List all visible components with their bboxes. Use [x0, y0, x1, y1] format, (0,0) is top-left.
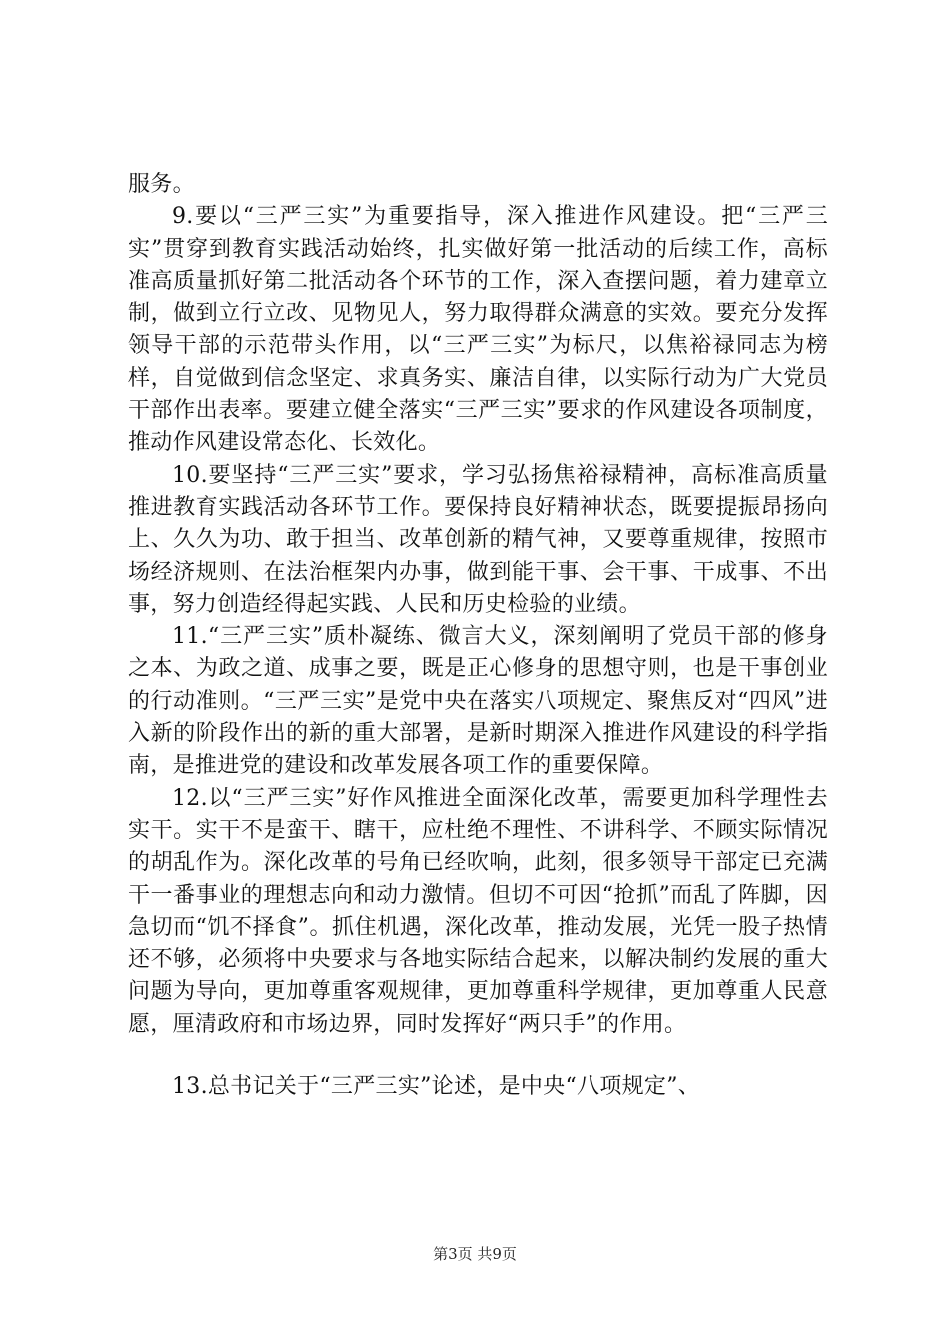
paragraph-item-13: 13.总书记关于“三严三实”论述，是中央“八项规定”、 — [172, 1074, 701, 1100]
page-number-footer: 第3页 共9页 — [433, 1245, 517, 1263]
paragraph-item-12: 12.以“三严三实”好作风推进全面深化改革，需要更加科学理性去实干。实干不是蛮干、瞎干，应杜绝不理性、不讲科学、不顾实际情况的胡乱作为。深化改革的号角已经吹响，此刻，很多领导干部定已充满干一番事业的理想志向和动力激情。但切不可因“抢抓”而乱了阵脚，因急切而“饥不择食”。抓住机遇，深化改革，推动发展，光凭一股子热情还不够，必须将中央要求与各地实际结合起来，以解决制约发展的重大问题为导向，更加尊重客观规律，更加尊重科学规律，更加尊重人民意愿，厘清政府和市场边界，同时发挥好“两只手”的作用。 — [128, 785, 828, 1037]
paragraph-item-11: 11.“三严三实”质朴凝练、微言大义，深刻阐明了党员干部的修身之本、为政之道、成事之要，既是正心修身的思想守则，也是干事创业的行动准则。“三严三实”是党中央在落实八项规定、聚焦反对“四风”进入新的阶段作出的新的重大部署，是新时期深入推进作风建设的科学指南，是推进党的建设和改革发展各项工作的重要保障。 — [128, 624, 828, 779]
paragraph-item-9: 9.要以“三严三实”为重要指导，深入推进作风建设。把“三严三实”贯穿到教育实践活动始终，扎实做好第一批活动的后续工作，高标准高质量抓好第二批活动各个环节的工作，深入查摆问题，着力建章立制，做到立行立改、见物见人，努力取得群众满意的实效。要充分发挥领导干部的示范带头作用，以“三严三实”为标尺，以焦裕禄同志为榜样，自觉做到信念坚定、求真务实、廉洁自律，以实际行动为广大党员干部作出表率。要建立健全落实“三严三实”要求的作风建设各项制度，推动作风建设常态化、长效化。 — [128, 204, 828, 456]
paragraph-gap — [128, 1041, 828, 1071]
paragraph-continuation: 服务。 — [128, 172, 195, 197]
document-body — [128, 169, 828, 1103]
paragraph-item-10: 10.要坚持“三严三实”要求，学习弘扬焦裕禄精神，高标准高质量推进教育实践活动各环节工作。要保持良好精神状态，既要提振昂扬向上、久久为功、敢于担当、改革创新的精气神，又要尊重规律，按照市场经济规则、在法治框架内办事，做到能干事、会干事、干成事、不出事，努力创造经得起实践、人民和历史检验的业绩。 — [128, 462, 828, 617]
